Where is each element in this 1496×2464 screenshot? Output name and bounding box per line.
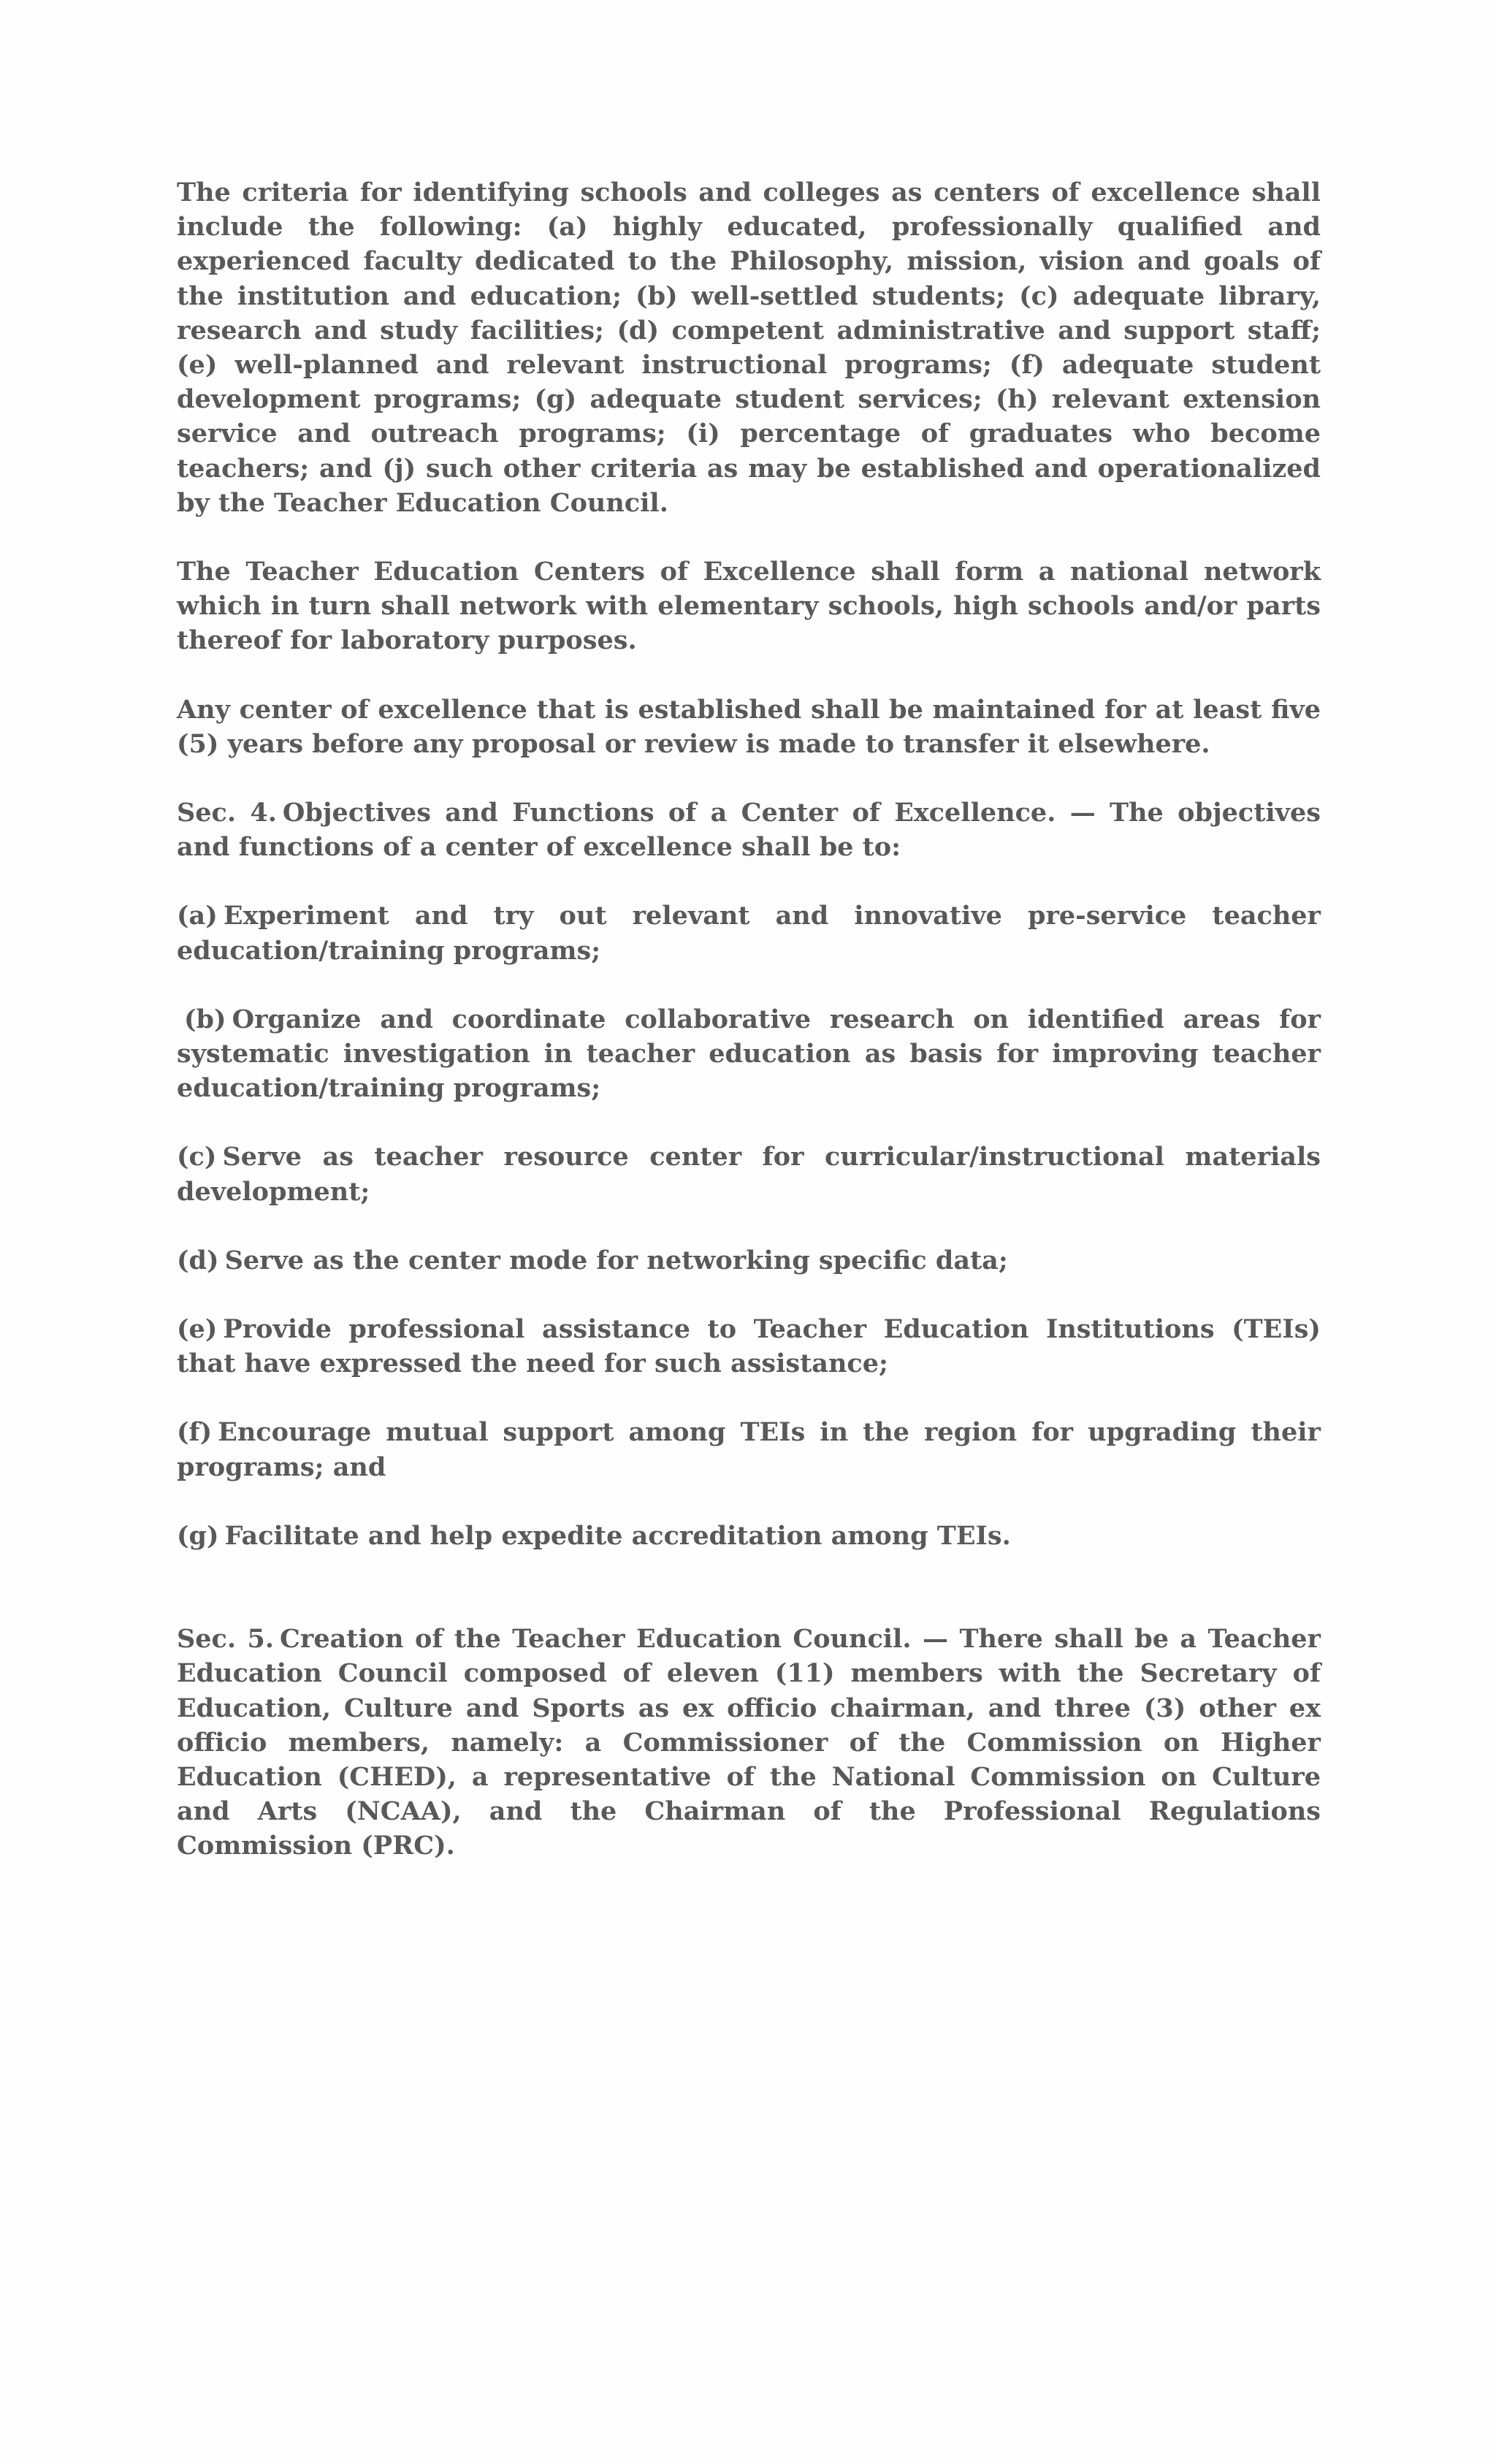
- list-item-b: [177, 1002, 1321, 1106]
- paragraph-text: Serve as teacher resource center for curricular/instructional materials development;: [177, 1142, 1321, 1207]
- list-item-label: (g): [177, 1520, 219, 1551]
- list-item-label: (a): [177, 901, 218, 931]
- list-item-label: (f): [177, 1417, 213, 1448]
- paragraph-text: Experiment and try out relevant and innovative pre-service teacher education/training programs;: [177, 901, 1321, 966]
- paragraph-network: [177, 554, 1321, 658]
- list-item-g: [177, 1519, 1321, 1553]
- list-item-label: (b): [184, 1004, 226, 1034]
- paragraph-text: Creation of the Teacher Education Council. — There shall be a Teacher Education Council composed of eleven (11) members with the Secretary of Education, Culture and Sports as ex officio chairman, and three (3) other ex officio members, namely: a Commissioner of the Commission on Higher Education (CHED), a representative of the National Commission on Culture and Arts (NCAA), and the Chairman of the Professional Regulations Commission (PRC).: [177, 1624, 1321, 1861]
- paragraph-text: Provide professional assistance to Teacher Education Institutions (TEIs) that have expressed the need for such assistance;: [177, 1314, 1321, 1379]
- document-page: [177, 175, 1321, 1898]
- paragraph-criteria: [177, 175, 1321, 520]
- paragraph-text: The criteria for identifying schools and colleges as centers of excellence shall include the following: (a) highly educated, professionally qualified and experienced faculty dedicated to the Philosophy, mission, vision and goals of the institution and education; (b) well-settled students; (c) adequate library, research and study facilities; (d) competent administrative and support staff; (e) well-planned and relevant instructional programs; (f) adequate student development programs; (g) adequate student services; (h) relevant extension service and outreach programs; (i) percentage of graduates who become teachers; and (j) such other criteria as may be established and operationalized by the Teacher Education Council.: [177, 178, 1321, 518]
- paragraph-maintenance: [177, 693, 1321, 761]
- paragraph-text: Any center of excellence that is established shall be maintained for at least five (5) years before any proposal or review is made to transfer it elsewhere.: [177, 694, 1321, 759]
- paragraph-text: Encourage mutual support among TEIs in the region for upgrading their programs; and: [177, 1417, 1321, 1482]
- paragraph-text: Organize and coordinate collaborative research on identified areas for systematic investigation in teacher education as basis for improving teacher education/training programs;: [177, 1004, 1321, 1104]
- section-4-heading: [177, 796, 1321, 864]
- list-item-label: (d): [177, 1245, 219, 1275]
- paragraph-text: The Teacher Education Centers of Excellence shall form a national network which in turn shall network with elementary schools, high schools and/or parts thereof for laboratory purposes.: [177, 557, 1321, 656]
- section-number: Sec. 4.: [177, 798, 277, 828]
- section-5-heading: [177, 1622, 1321, 1863]
- list-item-d: [177, 1243, 1321, 1278]
- list-item-a: [177, 899, 1321, 967]
- section-number: Sec. 5.: [177, 1624, 275, 1655]
- paragraph-text: Objectives and Functions of a Center of Excellence. — The objectives and functions of a center of excellence shall be to:: [177, 798, 1321, 863]
- list-item-label: (c): [177, 1142, 217, 1172]
- list-item-c: [177, 1140, 1321, 1208]
- list-item-e: [177, 1312, 1321, 1381]
- list-item-label: (e): [177, 1314, 218, 1345]
- paragraph-text: Facilitate and help expedite accreditation among TEIs.: [224, 1520, 1011, 1551]
- list-item-f: [177, 1415, 1321, 1484]
- paragraph-text: Serve as the center mode for networking specific data;: [224, 1245, 1008, 1275]
